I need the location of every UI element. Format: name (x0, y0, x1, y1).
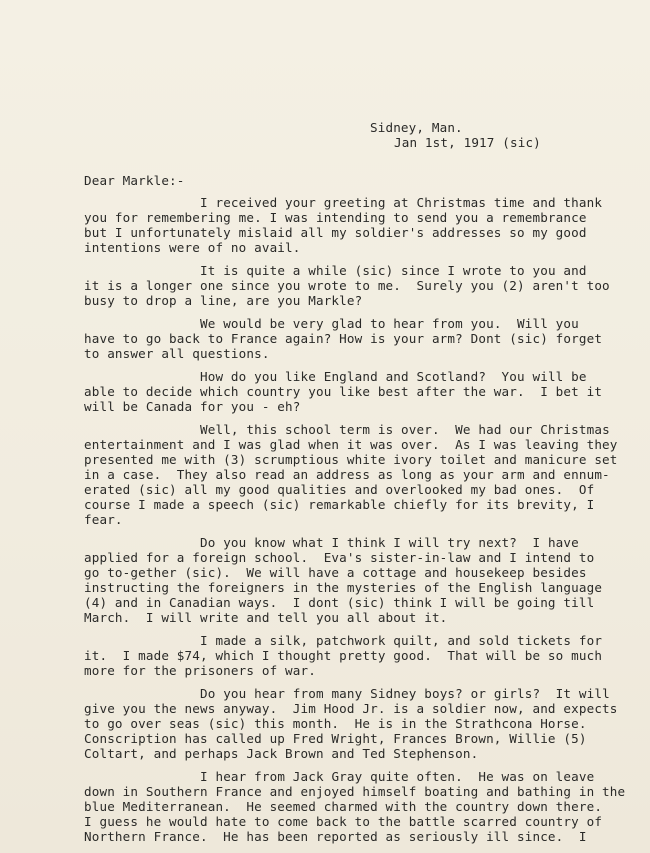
letter-line: course I made a speech (sic) remarkable chiefly for its brevity, I (84, 497, 595, 512)
letter-line: down in Southern France and enjoyed himself boating and bathing in the (84, 784, 626, 799)
letter-line: We would be very glad to hear from you. Will you (200, 316, 579, 331)
letter-line: intentions were of no avail. (84, 240, 301, 255)
letter-line: It is quite a while (sic) since I wrote to you and (200, 263, 587, 278)
letter-place: Sidney, Man. (370, 120, 463, 135)
letter-line: go to-gether (sic). We will have a cottage and housekeep besides (84, 565, 587, 580)
letter-line: Coltart, and perhaps Jack Brown and Ted Stephenson. (84, 746, 479, 761)
letter-line: busy to drop a line, are you Markle? (84, 293, 363, 308)
letter-line: I guess he would hate to come back to the battle scarred country of (84, 814, 603, 829)
letter-line: blue Mediterranean. He seemed charmed with the country down there. (84, 799, 603, 814)
salutation: Dear Markle:- (84, 173, 185, 188)
letter-line: to answer all questions. (84, 346, 270, 361)
letter-line: March. I will write and tell you all about it. (84, 610, 448, 625)
letter-line: you for remembering me. I was intending to send you a remembrance (84, 210, 587, 225)
letter-line: Do you hear from many Sidney boys? or girls? It will (200, 686, 610, 701)
letter-line: have to go back to France again? How is your arm? Dont (sic) forget (84, 331, 603, 346)
letter-line: more for the prisoners of war. (84, 663, 316, 678)
letter-line: instructing the foreigners in the mysteries of the English language (84, 580, 603, 595)
letter-line: I received your greeting at Christmas time and thank (200, 195, 603, 210)
letter-line: presented me with (3) scrumptious white ivory toilet and manicure set (84, 452, 618, 467)
letter-line: entertainment and I was glad when it was over. As I was leaving they (84, 437, 618, 452)
letter-line: applied for a foreign school. Eva's sister-in-law and I intend to (84, 550, 595, 565)
letter-line: will be Canada for you - eh? (84, 399, 301, 414)
letter-line: give you the news anyway. Jim Hood Jr. is a soldier now, and expects (84, 701, 618, 716)
letter-line: (4) and in Canadian ways. I dont (sic) think I will be going till (84, 595, 595, 610)
letter-line: Conscription has called up Fred Wright, Frances Brown, Willie (5) (84, 731, 587, 746)
letter-line: I made a silk, patchwork quilt, and sold tickets for (200, 633, 603, 648)
letter-line: it is a longer one since you wrote to me. Surely you (2) aren't too (84, 278, 610, 293)
letter-line: Well, this school term is over. We had our Christmas (200, 422, 610, 437)
letter-line: in a case. They also read an address as long as your arm and ennum- (84, 467, 610, 482)
letter-date: Jan 1st, 1917 (sic) (394, 135, 541, 150)
letter-line: able to decide which country you like best after the war. I bet it (84, 384, 603, 399)
letter-line: erated (sic) all my good qualities and overlooked my bad ones. Of (84, 482, 595, 497)
letter-line: to go over seas (sic) this month. He is in the Strathcona Horse. (84, 716, 587, 731)
letter-line: it. I made $74, which I thought pretty good. That will be so much (84, 648, 603, 663)
letter-line: but I unfortunately mislaid all my soldier's addresses so my good (84, 225, 587, 240)
letter-line: Do you know what I think I will try next? I have (200, 535, 579, 550)
letter-line: I hear from Jack Gray quite often. He was on leave (200, 769, 595, 784)
letter-line: How do you like England and Scotland? You will be (200, 369, 587, 384)
letter-line: Northern France. He has been reported as seriously ill since. I (84, 829, 587, 844)
letter-line: fear. (84, 512, 123, 527)
